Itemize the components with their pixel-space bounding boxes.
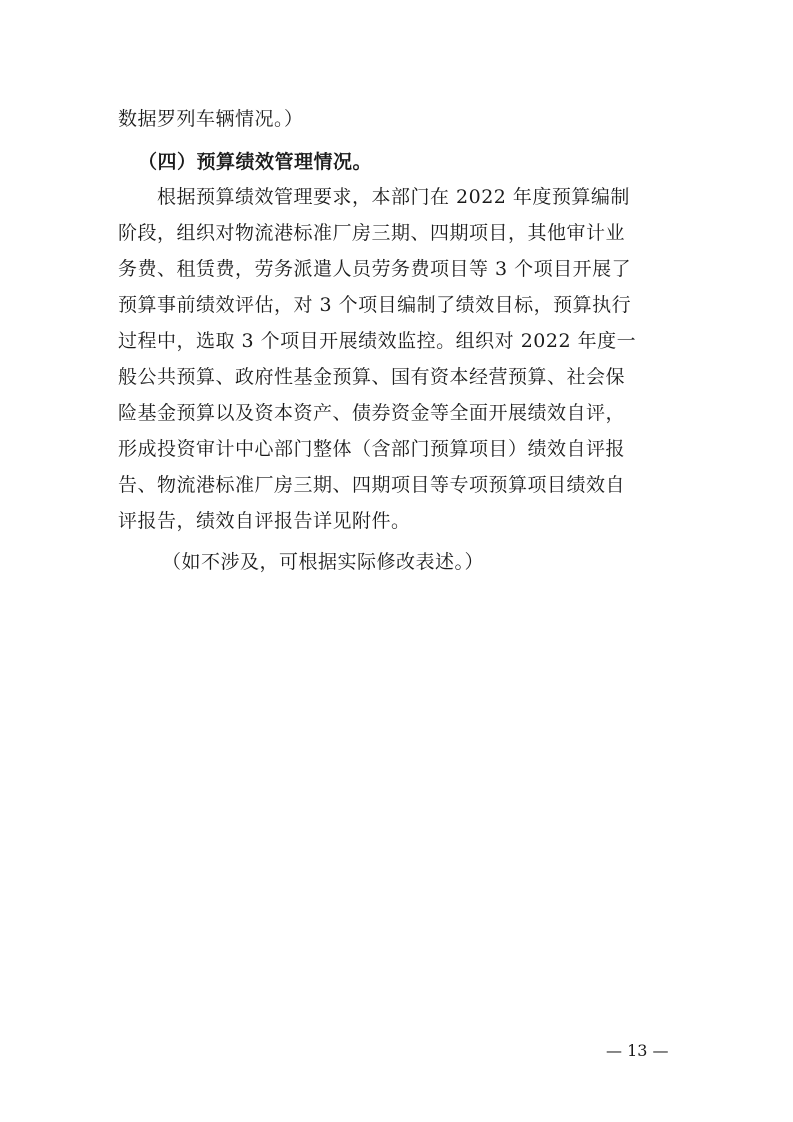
section-heading: （四）预算绩效管理情况。 <box>138 151 373 173</box>
text-line-continuation: 数据罗列车辆情况。） <box>118 108 304 130</box>
paragraph-line: 形成投资审计中心部门整体（含部门预算项目）绩效自评报 <box>118 438 626 460</box>
paragraph-line: 评报告，绩效自评报告详见附件。 <box>118 510 411 532</box>
paragraph-line: 务费、租赁费，劳务派遣人员劳务费项目等 3 个项目开展了 <box>118 258 632 280</box>
paragraph-line: 般公共预算、政府性基金预算、国有资本经营预算、社会保 <box>118 366 626 388</box>
paragraph-line: 险基金预算以及资本资产、债券资金等全面开展绩效自评， <box>118 402 626 424</box>
page-number: — 13 — <box>606 1041 669 1060</box>
paragraph-line: 阶段，组织对物流港标准厂房三期、四期项目，其他审计业 <box>118 222 626 244</box>
note-line: （如不涉及，可根据实际修改表述。） <box>162 551 485 573</box>
paragraph-line: 预算事前绩效评估，对 3 个项目编制了绩效目标，预算执行 <box>118 294 632 316</box>
paragraph-line: 根据预算绩效管理要求，本部门在 2022 年度预算编制 <box>157 186 630 208</box>
paragraph-line: 告、物流港标准厂房三期、四期项目等专项预算项目绩效自 <box>118 474 626 496</box>
paragraph-line: 过程中，选取 3 个项目开展绩效监控。组织对 2022 年度一 <box>118 330 637 352</box>
